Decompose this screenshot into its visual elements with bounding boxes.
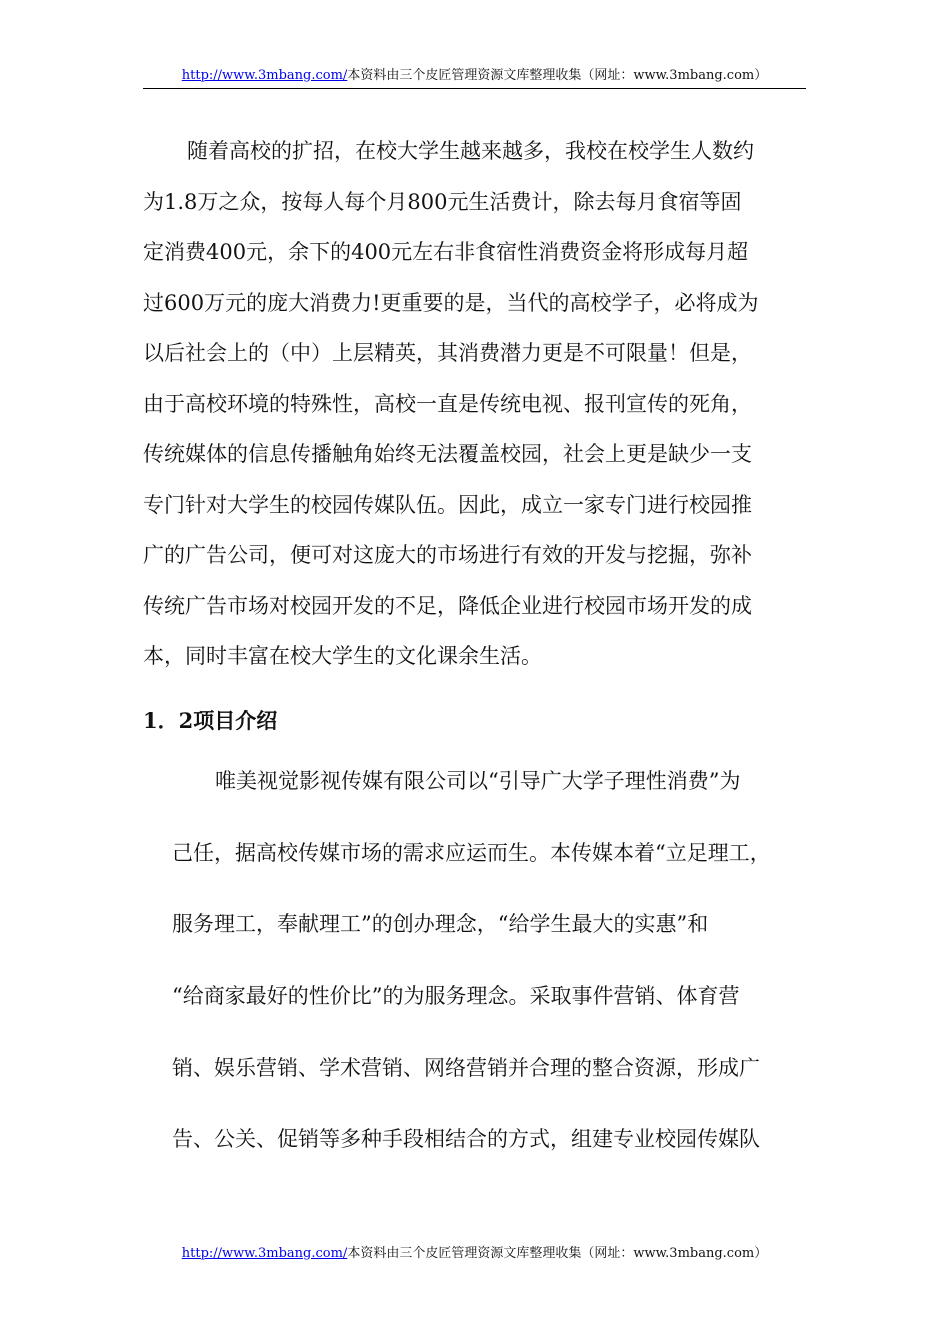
- paragraph-line: 定消费400元，余下的400元左右非食宿性消费资金将形成每月超: [143, 240, 749, 264]
- paragraph-line: 己任，据高校传媒市场的需求应运而生。本传媒本着“立足理工，: [172, 840, 771, 865]
- body-paragraph-background: [143, 126, 813, 682]
- paragraph-line: 告、公关、促销等多种手段相结合的方式，组建专业校园传媒队: [172, 1127, 760, 1152]
- paragraph-line: “给商家最好的性价比”的为服务理念。采取事件营销、体育营: [172, 984, 740, 1009]
- paragraph-line: 专门针对大学生的校园传媒队伍。因此，成立一家专门进行校园推: [143, 492, 752, 517]
- paragraph-line: 由于高校环境的特殊性，高校一直是传统电视、报刊宣传的死角，: [143, 391, 752, 416]
- header-website-link[interactable]: http://www.3mbang.com/: [181, 68, 348, 83]
- paragraph-line: 唯美视觉影视传媒有限公司以“引导广大学子理性消费”为: [215, 769, 741, 793]
- paragraph-line: 本，同时丰富在校大学生的文化课余生活。: [143, 644, 542, 668]
- page-footer: [143, 1244, 806, 1266]
- paragraph-line: 传统媒体的信息传播触角始终无法覆盖校园，社会上更是缺少一支: [143, 442, 752, 466]
- paragraph-line: 过600万元的庞大消费力!更重要的是，当代的高校学子，必将成为: [143, 290, 759, 315]
- paragraph-line: 以后社会上的（中）上层精英，其消费潜力更是不可限量！但是，: [143, 341, 752, 365]
- paragraph-line: 为1.8万之众，按每人每个月800元生活费计，除去每月食宿等固: [143, 189, 742, 214]
- paragraph-line: 服务理工，奉献理工”的创办理念，“给学生最大的实惠”和: [172, 912, 709, 937]
- page-header: [143, 66, 806, 89]
- footer-website-link[interactable]: http://www.3mbang.com/: [181, 1246, 348, 1261]
- footer-source-note: 本资料由三个皮匠管理资源文库整理收集（网址：www.3mbang.com）: [347, 1246, 768, 1261]
- paragraph-line: 广的广告公司，便可对这庞大的市场进行有效的开发与挖掘，弥补: [143, 543, 752, 567]
- paragraph-line: 传统广告市场对校园开发的不足，降低企业进行校园市场开发的成: [143, 593, 752, 618]
- section-heading-project-intro: 1．2项目介绍: [143, 708, 278, 733]
- header-source-note: 本资料由三个皮匠管理资源文库整理收集（网址：www.3mbang.com）: [347, 68, 768, 83]
- paragraph-line: 销、娱乐营销、学术营销、网络营销并合理的整合资源，形成广: [172, 1055, 760, 1080]
- body-paragraph-project-intro: [172, 746, 822, 1176]
- paragraph-line: 随着高校的扩招，在校大学生越来越多，我校在校学生人数约: [187, 139, 754, 163]
